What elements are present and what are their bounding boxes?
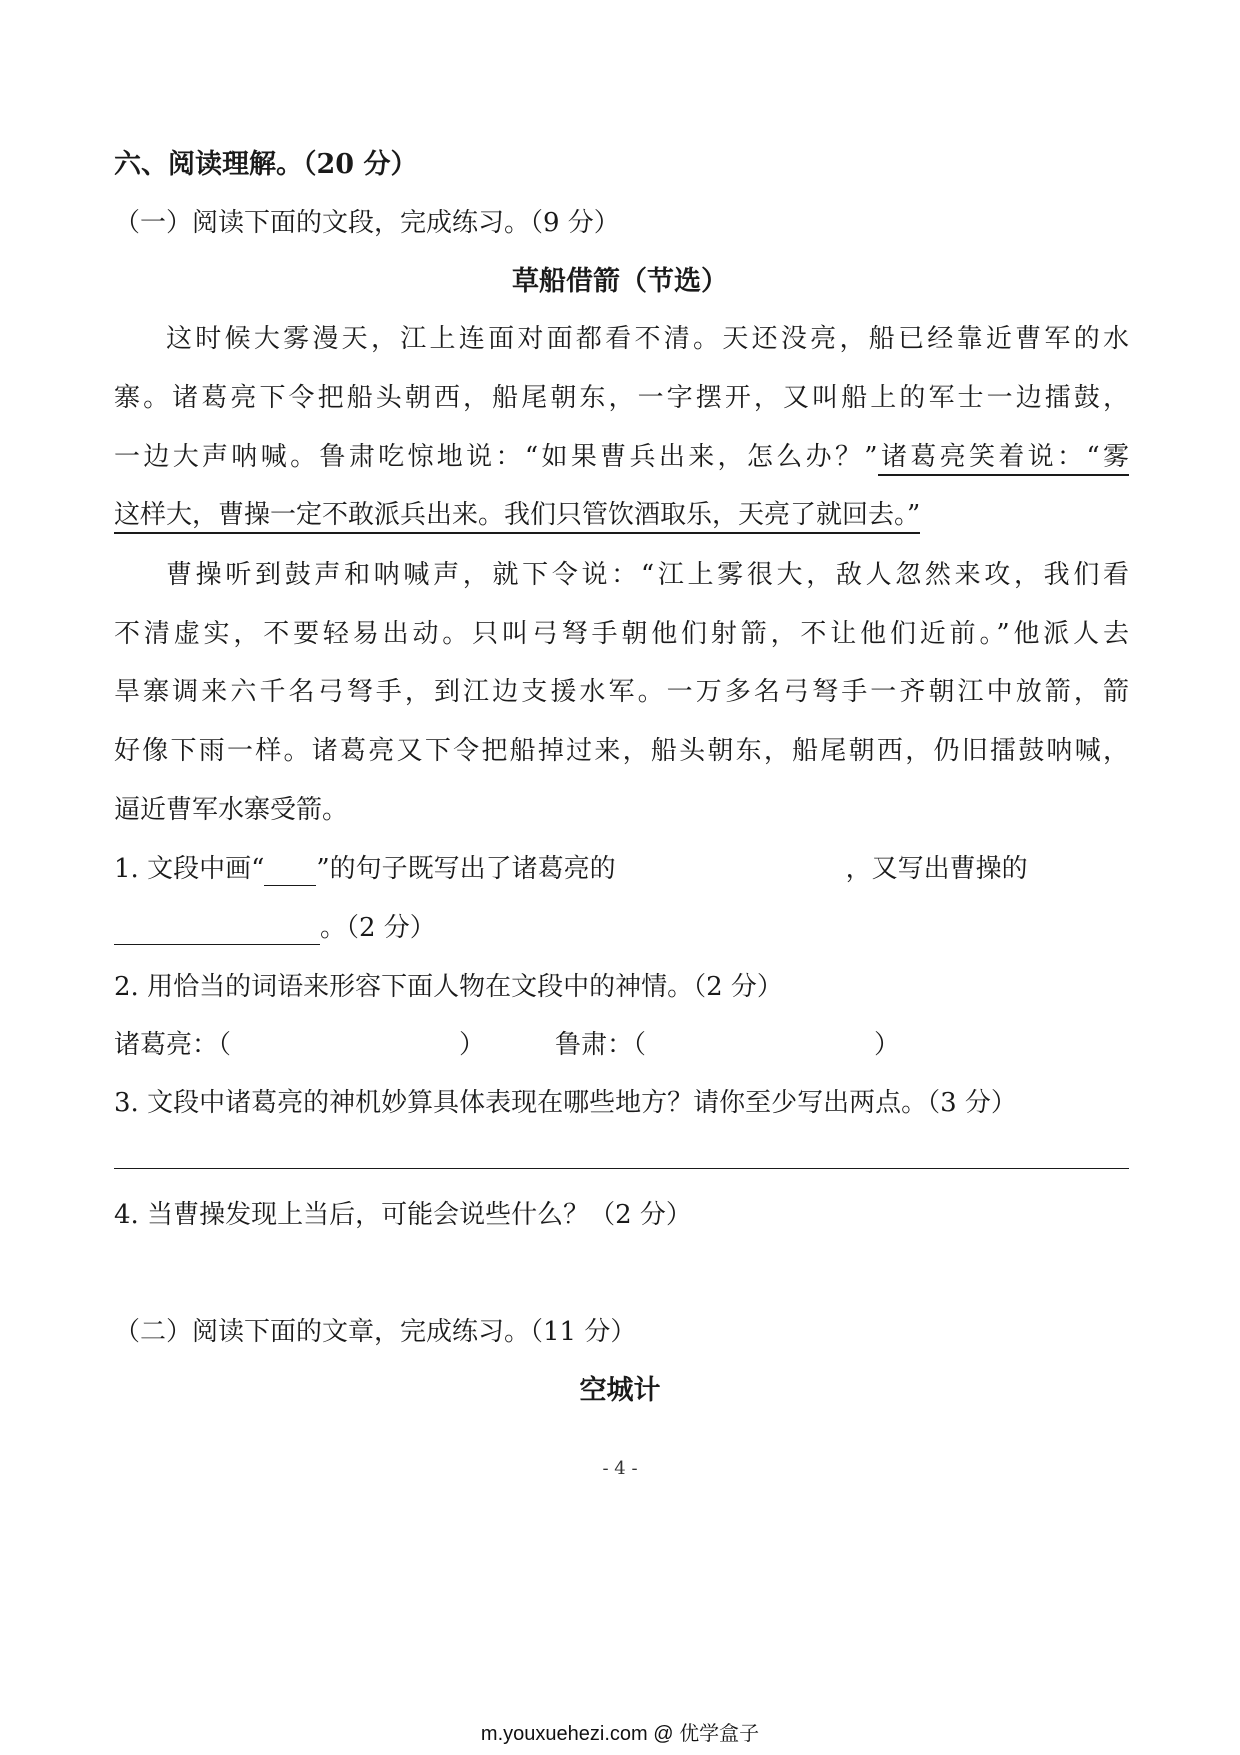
question-1 [114,852,1129,886]
q2-zhuge-close: ） [459,1030,486,1060]
para2-line3: 旱寨调来六千名弓弩手，到江边支援水军。一万多名弓弩手一齐朝江中放箭，箭 [114,677,1129,707]
part1-title: 草船借箭（节选） [512,266,728,297]
q1-underline-sample [264,859,316,886]
question-2: 2. 用恰当的词语来形容下面人物在文段中的神情。（2 分） [114,972,783,1002]
q1-blank-caocao[interactable] [114,918,320,945]
q2-zhuge-label: 诸葛亮：（ [114,1030,232,1060]
part2-title: 空城计 [579,1375,661,1406]
question-2-answers [114,1028,900,1062]
q1-text-d: 。（2 分） [320,913,436,943]
q1-text-b: ”的句子既写出了诸葛亮的 [316,854,616,884]
para2-line2: 不清虚实，不要轻易出动。只叫弓弩手朝他们射箭，不让他们近前。”他派人去 [114,619,1129,649]
q3-answer-line[interactable] [114,1168,1129,1169]
page-number: - 4 - [602,1458,638,1479]
q2-zhuge-blank[interactable] [231,1036,459,1062]
q1-text-a: 1. 文段中画“ [114,854,265,884]
q1-blank-zhuge[interactable] [616,860,846,886]
q1-text-c: ，又写出曹操的 [845,854,1028,884]
question-3: 3. 文段中诸葛亮的神机妙算具体表现在哪些地方？请你至少写出两点。（3 分） [114,1088,1017,1118]
para1-line2: 寨。诸葛亮下令把船头朝西，船尾朝东，一字摆开，又叫船上的军士一边擂鼓， [114,383,1129,413]
part1-instruction: （一）阅读下面的文段，完成练习。（9 分） [114,208,620,238]
para1-line1: 这时候大雾漫天，江上连面对面都看不清。天还没亮，船已经靠近曹军的水 [166,324,1129,354]
section-heading: 六、阅读理解。（20 分） [114,149,418,180]
q2-lusu-close: ） [874,1030,901,1060]
question-4: 4. 当曹操发现上当后，可能会说些什么？（2 分） [114,1200,692,1230]
para1-line4-underlined: 这样大，曹操一定不敢派兵出来。我们只管饮酒取乐，天亮了就回去。” [114,500,920,534]
site-footer: m.youxuehezi.com @ 优学盒子 [480,1723,760,1745]
para1-line3-underlined: 诸葛亮笑着说：“雾 [878,442,1129,476]
para2-line5: 逼近曹军水寨受箭。 [114,795,349,825]
question-1-cont [114,911,436,945]
para2-line4: 好像下雨一样。诸葛亮又下令把船掉过来，船头朝东，船尾朝西，仍旧擂鼓呐喊， [114,736,1129,766]
para1-line3 [114,440,1129,474]
q2-lusu-label: 鲁肃：（ [555,1030,647,1060]
para2-line1: 曹操听到鼓声和呐喊声，就下令说：“江上雾很大，敌人忽然来攻，我们看 [166,560,1129,590]
part2-instruction: （二）阅读下面的文章，完成练习。（11 分） [114,1317,637,1347]
para1-line4 [114,498,920,532]
q2-lusu-blank[interactable] [646,1036,874,1062]
para1-line3-plain: 一边大声呐喊。鲁肃吃惊地说：“如果曹兵出来，怎么办？” [114,442,878,472]
